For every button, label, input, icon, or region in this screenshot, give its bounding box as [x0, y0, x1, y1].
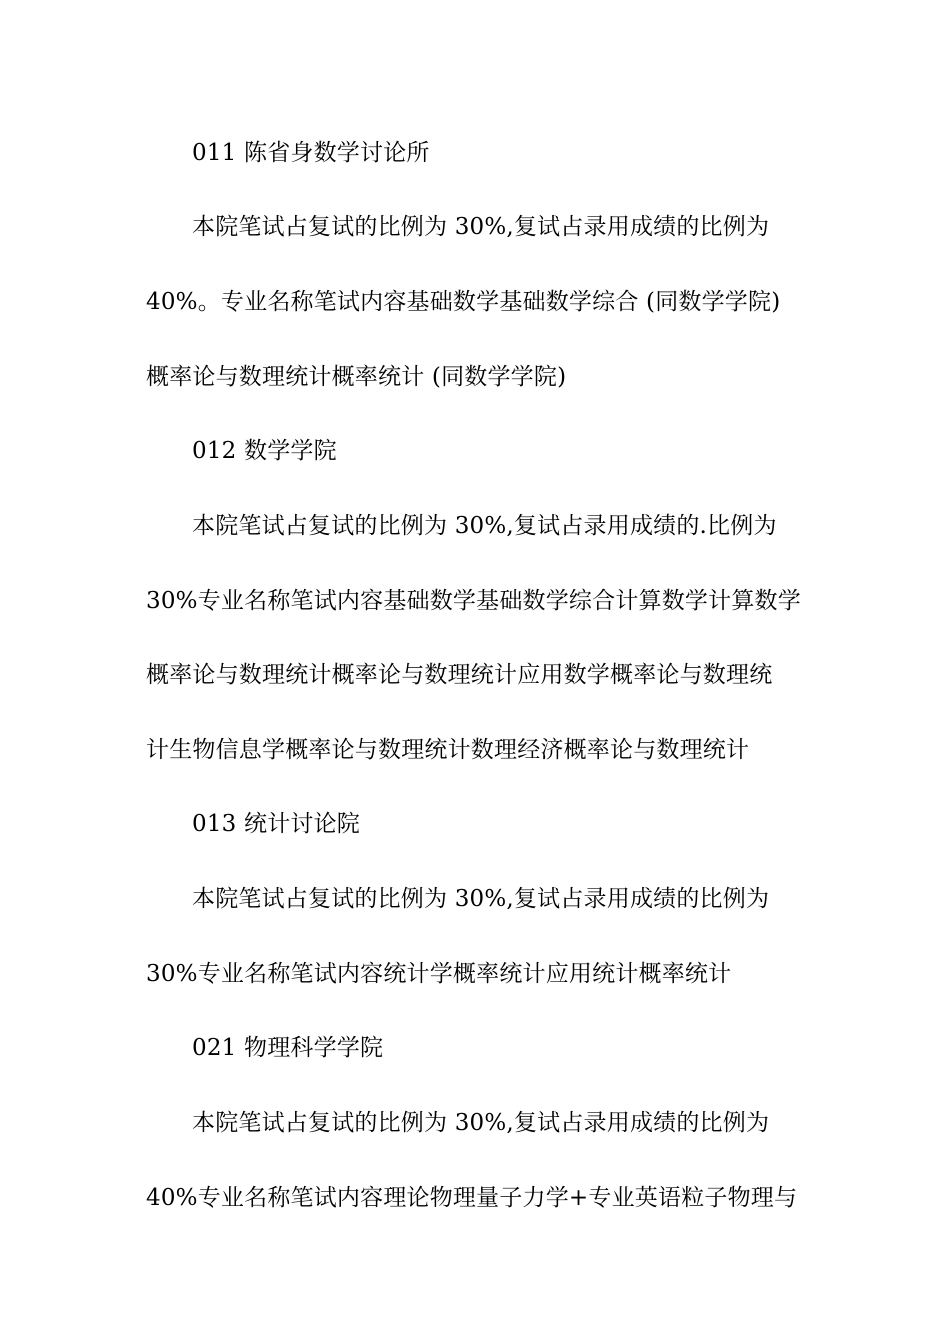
paragraph-line: 30%专业名称笔试内容基础数学基础数学综合计算数学计算数学 [146, 588, 801, 614]
paragraph-line: 本院笔试占复试的比例为 30%,复试占录用成绩的.比例为 [192, 513, 777, 539]
section-heading-012: 012 数学学院 [192, 438, 337, 464]
paragraph-line: 概率论与数理统计概率统计 (同数学学院) [146, 364, 567, 390]
paragraph-line: 30%专业名称笔试内容统计学概率统计应用统计概率统计 [146, 961, 732, 987]
paragraph-line: 40%。专业名称笔试内容基础数学基础数学综合 (同数学学院) [146, 289, 781, 315]
paragraph-line: 本院笔试占复试的比例为 30%,复试占录用成绩的比例为 [192, 214, 770, 240]
paragraph-line: 计生物信息学概率论与数理统计数理经济概率论与数理统计 [146, 737, 750, 763]
paragraph-line: 本院笔试占复试的比例为 30%,复试占录用成绩的比例为 [192, 1110, 770, 1136]
paragraph-line: 概率论与数理统计概率论与数理统计应用数学概率论与数理统 [146, 662, 773, 688]
paragraph-line: 40%专业名称笔试内容理论物理量子力学+专业英语粒子物理与 [146, 1185, 798, 1211]
section-heading-021: 021 物理科学学院 [192, 1035, 384, 1061]
paragraph-line: 本院笔试占复试的比例为 30%,复试占录用成绩的比例为 [192, 886, 770, 912]
section-heading-013: 013 统计讨论院 [192, 811, 361, 837]
section-heading-011: 011 陈省身数学讨论所 [192, 140, 430, 166]
